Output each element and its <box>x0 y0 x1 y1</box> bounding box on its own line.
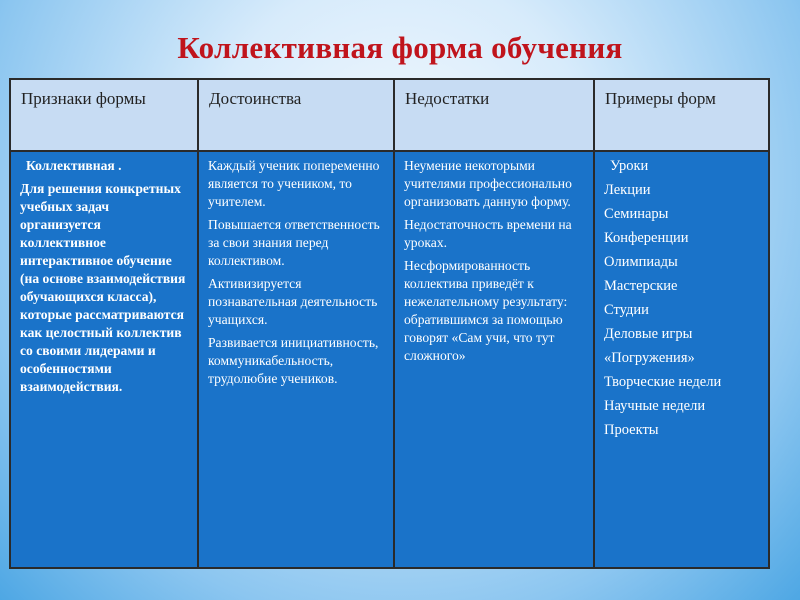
feature-name: Коллективная . <box>26 158 122 173</box>
advantage-item: Каждый ученик попеременно является то учеником, то учителем. <box>208 158 380 209</box>
example-item: Лекции <box>604 182 651 198</box>
disadvantage-item: Недостаточность времени на уроках. <box>404 217 572 250</box>
example-item: Научные недели <box>604 398 706 414</box>
disadvantages-cell <box>394 151 594 568</box>
example-item: Семинары <box>604 206 669 222</box>
examples-cell <box>594 151 769 568</box>
advantages-cell <box>198 151 394 568</box>
slide-title: Коллективная форма обучения <box>177 30 623 65</box>
table-body-row <box>10 151 769 568</box>
example-item: Студии <box>604 302 649 318</box>
disadvantage-item: Неумение некоторыми учителями профессионально организовать данную форму. <box>404 158 572 209</box>
feature-description: Для решения конкретных учебных задач организуется коллективное интерактивное обучение (на основе взаимодействия обучающихся класса), которые рассматриваются как целостный коллектив со своими лидерами и особенностями взаимодействия. <box>20 181 186 394</box>
table-header-row <box>10 79 769 151</box>
features-cell <box>10 151 198 568</box>
example-item: Уроки <box>610 158 649 174</box>
example-item: «Погружения» <box>604 350 695 366</box>
header-advantages: Достоинства <box>198 79 394 151</box>
example-item: Творческие недели <box>604 374 722 390</box>
example-item: Проекты <box>604 422 659 438</box>
example-item: Мастерские <box>604 278 678 294</box>
forms-table <box>9 78 770 569</box>
advantage-item: Повышается ответственность за свои знания перед коллективом. <box>208 217 380 268</box>
example-item: Олимпиады <box>604 254 678 270</box>
advantage-item: Активизируется познавательная деятельность учащихся. <box>208 276 378 327</box>
header-examples: Примеры форм <box>594 79 769 151</box>
example-item: Деловые игры <box>604 326 693 342</box>
header-disadvantages: Недостатки <box>394 79 594 151</box>
header-features: Признаки формы <box>10 79 198 151</box>
disadvantage-item: Несформированность коллектива приведёт к нежелательному результату: обратившимся за помощью говорят «Сам учи, что тут сложного» <box>404 258 568 363</box>
advantage-item: Развивается инициативность, коммуникабельность, трудолюбие учеников. <box>208 335 379 386</box>
example-item: Конференции <box>604 230 689 246</box>
